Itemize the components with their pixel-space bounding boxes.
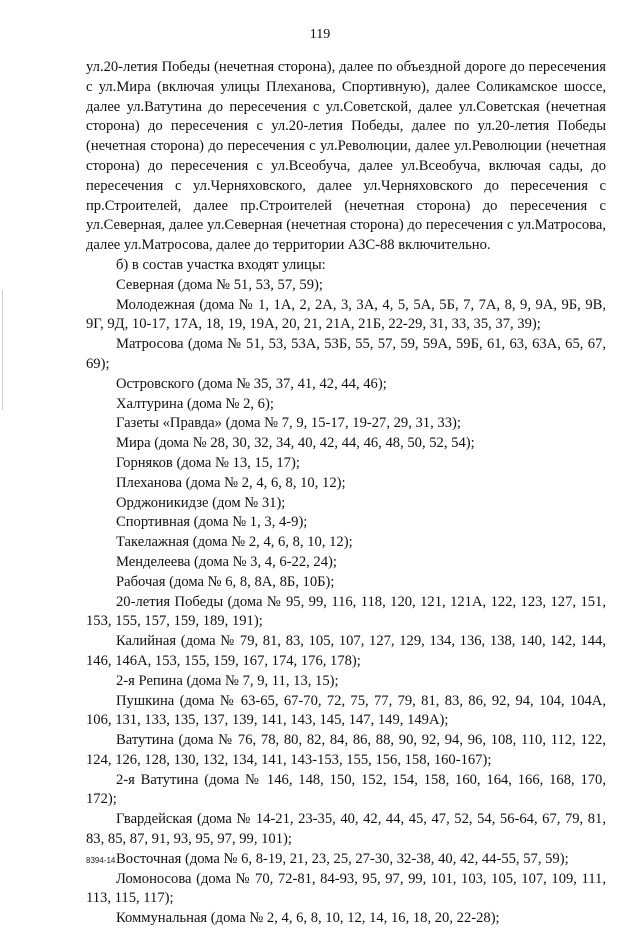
street-item: 2-я Репина (дома № 7, 9, 11, 13, 15); xyxy=(116,672,339,689)
street-item: Газеты «Правда» (дома № 7, 9, 15-17, 19-27, 29, 31, 33); xyxy=(116,415,461,432)
street-item: Орджоникидзе (дом № 31); xyxy=(116,494,286,511)
street-item: Рабочая (дома № 6, 8, 8А, 8Б, 10Б); xyxy=(116,573,335,590)
street-item: Островского (дома № 35, 37, 41, 42, 44, 46); xyxy=(116,375,387,392)
street-item: 20-летия Победы (дома № 95, 99, 116, 118, 120, 121, 121А, 122, 123, 127, 151, 153, 155, 157, 159, 189, 191); xyxy=(86,593,606,630)
street-item: Восточная (дома № 6, 8-19, 21, 23, 25, 27-30, 32-38, 40, 42, 44-55, 57, 59); xyxy=(116,850,569,867)
document-body xyxy=(86,58,606,929)
street-item: Такелажная (дома № 2, 4, 6, 8, 10, 12); xyxy=(116,534,353,551)
street-item: Ватутина (дома № 76, 78, 80, 82, 84, 86, 88, 90, 92, 94, 96, 108, 110, 112, 122, 124, 126, 128, 130, 132, 134, 141, 143-153, 155, 156, 158, 160-167); xyxy=(86,732,606,768)
street-item: Плеханова (дома № 2, 4, 6, 8, 10, 12); xyxy=(116,474,346,491)
paragraph-route-description: ул.20-летия Победы (нечетная сторона), далее по объездной дороге до пересечения с ул.Мира (включая улицы Плеханова, Спортивную), далее Соликамское шоссе, далее ул.Ватутина до пересечения с ул.Советской, далее ул.Советская (нечетная сторона) до пересечения с ул.20-летия Победы, далее по ул.20-летия Победы (нечетная сторона) до пересечения с ул.Революции, далее ул.Революции (нечетная сторона) до пересечения с ул.Всеобуча, далее ул.Всеобуча, включая сады, до пересечения с ул.Черняховского, далее ул.Черняховского до пересечения с пр.Строителей, далее пр.Строителей (нечетная сторона) до пересечения с ул.Северная, далее ул.Северная (нечетная сторона) до пересечения с ул.Матросова, далее ул.Матросова, далее до территории АЗС-88 включительно. xyxy=(86,59,606,254)
street-item: Коммунальная (дома № 2, 4, 6, 8, 10, 12, 14, 16, 18, 20, 22-28); xyxy=(116,910,500,927)
street-item: 2-я Ватутина (дома № 146, 148, 150, 152, 154, 158, 160, 164, 166, 168, 170, 172); xyxy=(86,771,606,808)
street-item: Горняков (дома № 13, 15, 17); xyxy=(116,454,300,471)
street-item: Матросова (дома № 51, 53, 53А, 53Б, 55, 57, 59, 59А, 59Б, 61, 63, 63А, 65, 67, 69); xyxy=(86,336,606,372)
street-item: Мира (дома № 28, 30, 32, 34, 40, 42, 44, 46, 48, 50, 52, 54); xyxy=(116,435,475,452)
footer-document-code: 8394-14 xyxy=(86,856,116,865)
street-item: Спортивная (дома № 1, 3, 4-9); xyxy=(116,514,308,531)
street-item: Гвардейская (дома № 14-21, 23-35, 40, 42, 44, 45, 47, 52, 54, 56-64, 67, 79, 81, 83, 85, 87, 91, 93, 95, 97, 99, 101); xyxy=(86,811,606,848)
street-item: Молодежная (дома № 1, 1А, 2, 2А, 3, 3А, 4, 5, 5А, 5Б, 7, 7А, 8, 9, 9А, 9Б, 9В, 9Г, 9Д, 10-17, 17А, 18, 19, 19А, 20, 21, 21А, 21Б, 22-29, 31, 33, 35, 37, 39); xyxy=(86,296,606,333)
street-item: Ломоносова (дома № 70, 72-81, 84-93, 95, 97, 99, 101, 103, 105, 107, 109, 111, 113, 115, 117); xyxy=(86,870,606,907)
street-item: Калийная (дома № 79, 81, 83, 105, 107, 127, 129, 134, 136, 138, 140, 142, 144, 146, 146А, 153, 155, 159, 167, 174, 176, 178); xyxy=(86,633,606,669)
street-item: Пушкина (дома № 63-65, 67-70, 72, 75, 77, 79, 81, 83, 86, 92, 94, 104, 104А, 106, 131, 133, 135, 137, 139, 141, 143, 145, 147, 149, 149А); xyxy=(86,692,606,729)
scan-edge-mark xyxy=(2,290,3,410)
street-item: Менделеева (дома № 3, 4, 6-22, 24); xyxy=(116,553,337,570)
street-item: Халтурина (дома № 2, 6); xyxy=(116,395,274,412)
paragraph-streets-intro: б) в состав участка входят улицы: xyxy=(116,256,326,273)
page-number: 119 xyxy=(309,27,331,42)
street-item: Северная (дома № 51, 53, 57, 59); xyxy=(116,276,323,293)
